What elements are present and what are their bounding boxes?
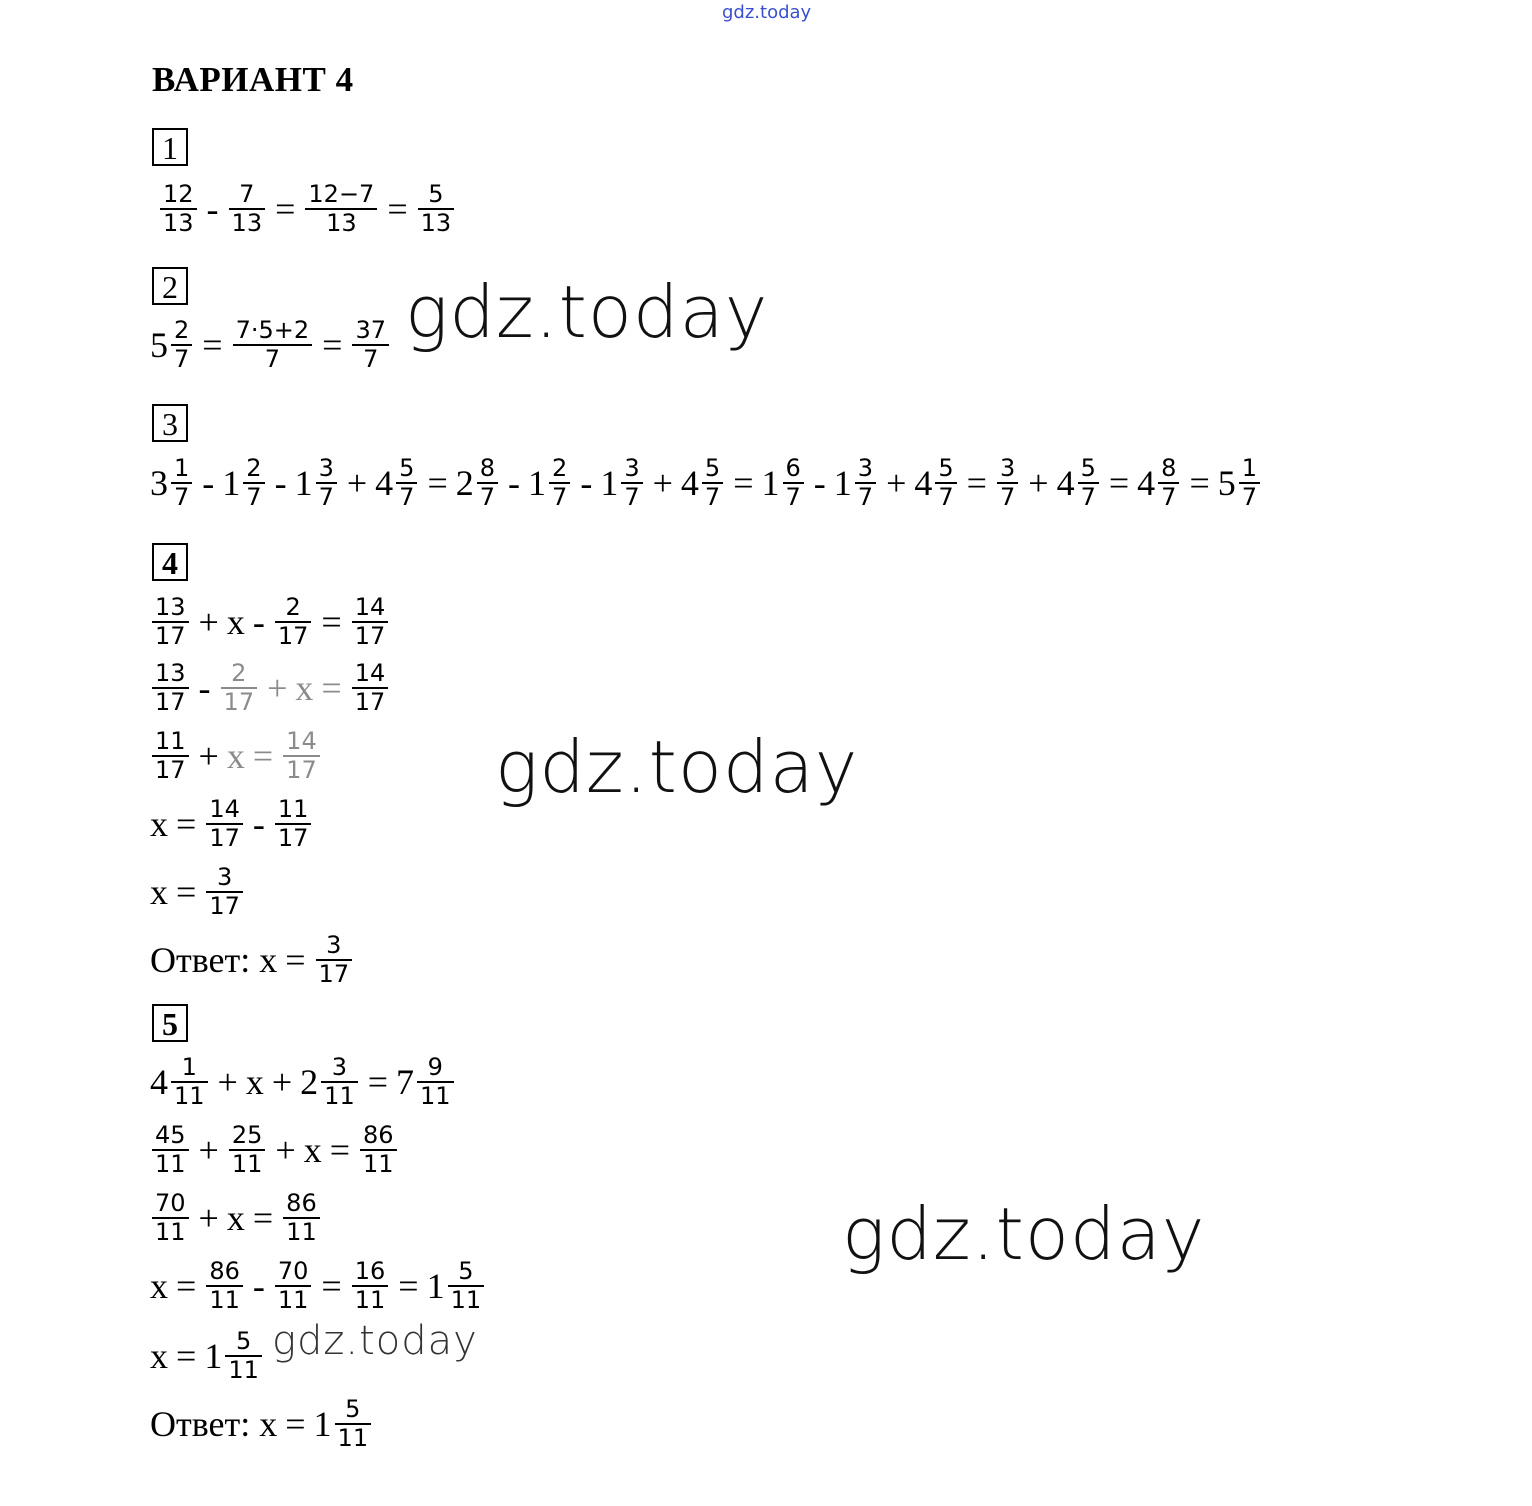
task-number-2: 2 — [152, 267, 188, 305]
task2-equation: 5 $\frac{2}{7}$ = $\frac{7\cdot 5+2}{7}$ = $\frac{37}{7}$ — [150, 313, 391, 377]
task5-line4: x = $\frac{86}{11}$ - $\frac{70}{11}$ = $\frac{16}{11}$ = 1 $\frac{5}{11}$ — [150, 1254, 486, 1318]
page-title: ВАРИАНТ 4 — [152, 60, 354, 99]
fraction: $\frac{7}{13}$ — [229, 181, 266, 237]
fraction: $\frac{5}{7}$ — [702, 455, 723, 511]
fraction: $\frac{2}{7}$ — [243, 455, 264, 511]
fraction: $\frac{5}{7}$ — [1078, 455, 1099, 511]
fraction: $\frac{5}{7}$ — [396, 455, 417, 511]
fraction: $\frac{6}{7}$ — [783, 455, 804, 511]
task3-equation: 3 $\frac{1}{7}$ - 1 $\frac{2}{7}$ - 1 $\frac{3}{7}$ + 4 $\frac{5}{7}$ = 2 $\frac{8}{7}$ - 1 $\frac{2}{7}$ - 1 $\frac{3}{7}$ + 4 $\frac{5}{7}$ = 1 $\frac{6}{7}$ - 1 $\frac{3}{7}$ + 4 $\frac{5}{7}$ = $\frac{3}{7}$ + 4 $\frac{5}{7}$ = 4 $\frac{8}{7}$ = 5 $\frac{1}{7}$ — [150, 451, 1262, 515]
fraction: $\frac{2}{7}$ — [549, 455, 570, 511]
top-site-link[interactable]: gdz.today — [722, 2, 812, 23]
fraction: $\frac{1}{7}$ — [1239, 455, 1260, 511]
fraction: $\frac{12-7}{13}$ — [305, 181, 377, 237]
fraction: $\frac{3}{7}$ — [316, 455, 337, 511]
task4-line1: $\frac{13}{17}$ + x - $\frac{2}{17}$ = $\frac{14}{17}$ — [150, 590, 390, 654]
task5-line3: $\frac{70}{11}$ + x = $\frac{86}{11}$ — [150, 1186, 322, 1250]
fraction: $\frac{8}{7}$ — [477, 455, 498, 511]
fraction: $\frac{12}{13}$ — [160, 181, 197, 237]
task5-line5: x = 1 $\frac{5}{11}$ — [150, 1324, 264, 1388]
task4-line5: x = $\frac{3}{17}$ — [150, 860, 245, 924]
task4-line2: $\frac{13}{17}$ - $\frac{2}{17}$ + x = $\frac{14}{17}$ — [150, 656, 390, 720]
task5-line2: $\frac{45}{11}$ + $\frac{25}{11}$ + x = $\frac{86}{11}$ — [150, 1118, 399, 1182]
watermark: gdz.today — [272, 1318, 478, 1364]
task4-answer: Ответ: x = $\frac{3}{17}$ — [150, 928, 354, 992]
fraction: $\frac{3}{7}$ — [997, 455, 1018, 511]
watermark: gdz.today — [405, 270, 769, 354]
fraction: $\frac{8}{7}$ — [1158, 455, 1179, 511]
task4-line3: $\frac{11}{17}$ + x = $\frac{14}{17}$ — [150, 724, 322, 788]
watermark: gdz.today — [842, 1192, 1206, 1276]
task1-equation: $\frac{12}{13}$ - $\frac{7}{13}$ = $\frac{12-7}{13}$ = $\frac{5}{13}$ — [158, 177, 456, 241]
fraction: $\frac{1}{7}$ — [171, 455, 192, 511]
task-number-4: 4 — [152, 543, 188, 581]
task-number-5: 5 — [152, 1004, 188, 1042]
task-number-1: 1 — [152, 128, 188, 166]
watermark: gdz.today — [495, 725, 859, 809]
fraction: $\frac{5}{13}$ — [418, 181, 455, 237]
fraction: $\frac{5}{7}$ — [935, 455, 956, 511]
task5-line1: 4 $\frac{1}{11}$ + x + 2 $\frac{3}{11}$ = 7 $\frac{9}{11}$ — [150, 1050, 456, 1114]
fraction: $\frac{3}{7}$ — [621, 455, 642, 511]
task5-answer: Ответ: x = 1 $\frac{5}{11}$ — [150, 1392, 373, 1456]
fraction: $\frac{3}{7}$ — [855, 455, 876, 511]
task-number-3: 3 — [152, 404, 188, 442]
task4-line4: x = $\frac{14}{17}$ - $\frac{11}{17}$ — [150, 792, 313, 856]
